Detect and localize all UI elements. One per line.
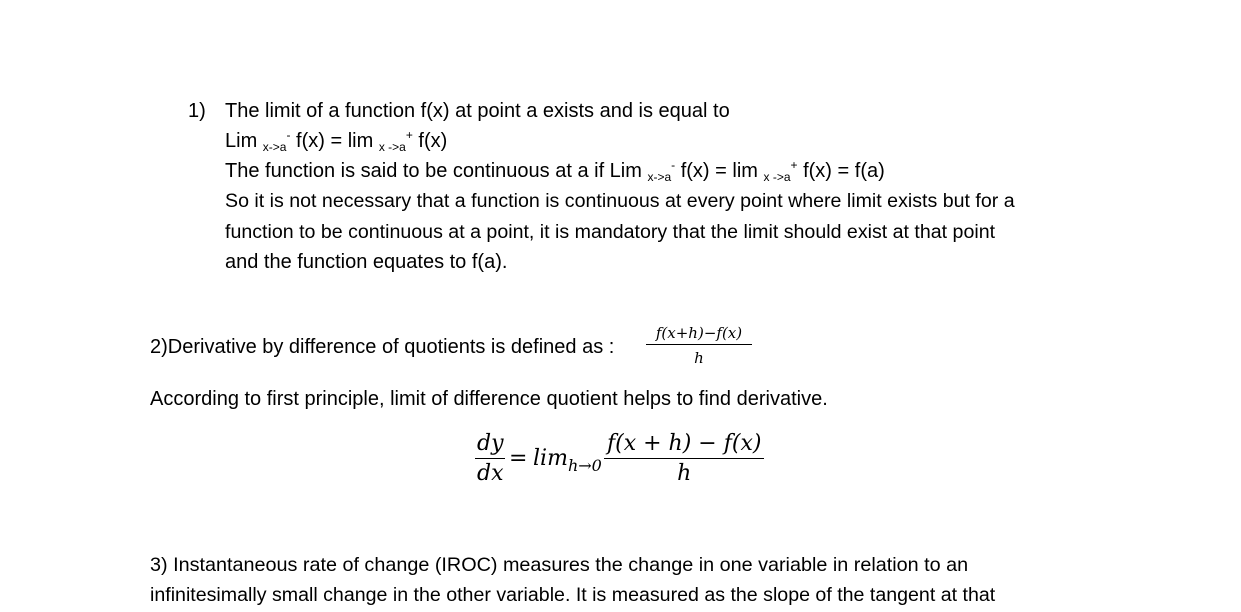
equals-sign: = bbox=[509, 446, 528, 471]
dy: dy bbox=[477, 431, 504, 456]
difference-quotient-fraction bbox=[646, 324, 752, 367]
fraction-denominator: h bbox=[646, 344, 752, 367]
continuity-mid: f(x) = lim bbox=[680, 160, 758, 182]
lim-end: f(x) bbox=[418, 130, 448, 152]
derivative-quotient-fraction bbox=[604, 431, 764, 486]
left-limit-superscript: - bbox=[671, 158, 676, 172]
right-limit-superscript: + bbox=[790, 158, 798, 172]
derivative-denominator: h bbox=[604, 458, 764, 486]
dx: dx bbox=[475, 458, 505, 486]
item1-line1: The limit of a function f(x) at point a exists and is equal to bbox=[225, 100, 730, 122]
dy-dx-fraction bbox=[475, 431, 506, 486]
left-limit-subscript: x->a bbox=[262, 140, 287, 154]
right-limit-subscript: x ->a bbox=[763, 170, 791, 184]
left-limit-superscript: - bbox=[286, 128, 291, 142]
lim-word: Lim bbox=[225, 130, 258, 152]
first-principle-text: According to first principle, limit of difference quotient helps to find derivative. bbox=[150, 388, 828, 410]
lim-mid: f(x) = lim bbox=[296, 130, 374, 152]
fraction-numerator: f(x+h)−f(x) bbox=[655, 324, 743, 342]
limit-operator bbox=[533, 446, 602, 475]
item1-line2 bbox=[225, 126, 447, 158]
item2-definition: 2)Derivative by difference of quotients is defined as : bbox=[150, 336, 615, 358]
lim-subscript: h→0 bbox=[567, 456, 602, 475]
continuity-end: f(x) = f(a) bbox=[803, 160, 885, 182]
left-limit-subscript: x->a bbox=[647, 170, 672, 184]
item3-line2: infinitesimally small change in the other variable. It is measured as the slope of the tangent at that bbox=[150, 584, 996, 606]
item1-line6: and the function equates to f(a). bbox=[225, 251, 508, 273]
item1-line5: function to be continuous at a point, it is mandatory that the limit should exist at that point bbox=[225, 221, 996, 243]
item1-line3 bbox=[225, 156, 885, 188]
derivative-numerator: f(x + h) − f(x) bbox=[607, 431, 762, 456]
continuity-start: The function is said to be continuous at a if Lim bbox=[225, 160, 642, 182]
item3-line1: 3) Instantaneous rate of change (IROC) measures the change in one variable in relation to an bbox=[150, 554, 969, 576]
lim-text: lim bbox=[533, 446, 568, 471]
right-limit-subscript: x ->a bbox=[378, 140, 406, 154]
item1-marker: 1) bbox=[188, 100, 206, 122]
right-limit-superscript: + bbox=[405, 128, 413, 142]
item1-line4: So it is not necessary that a function is continuous at every point where limit exists but for a bbox=[225, 190, 1015, 212]
